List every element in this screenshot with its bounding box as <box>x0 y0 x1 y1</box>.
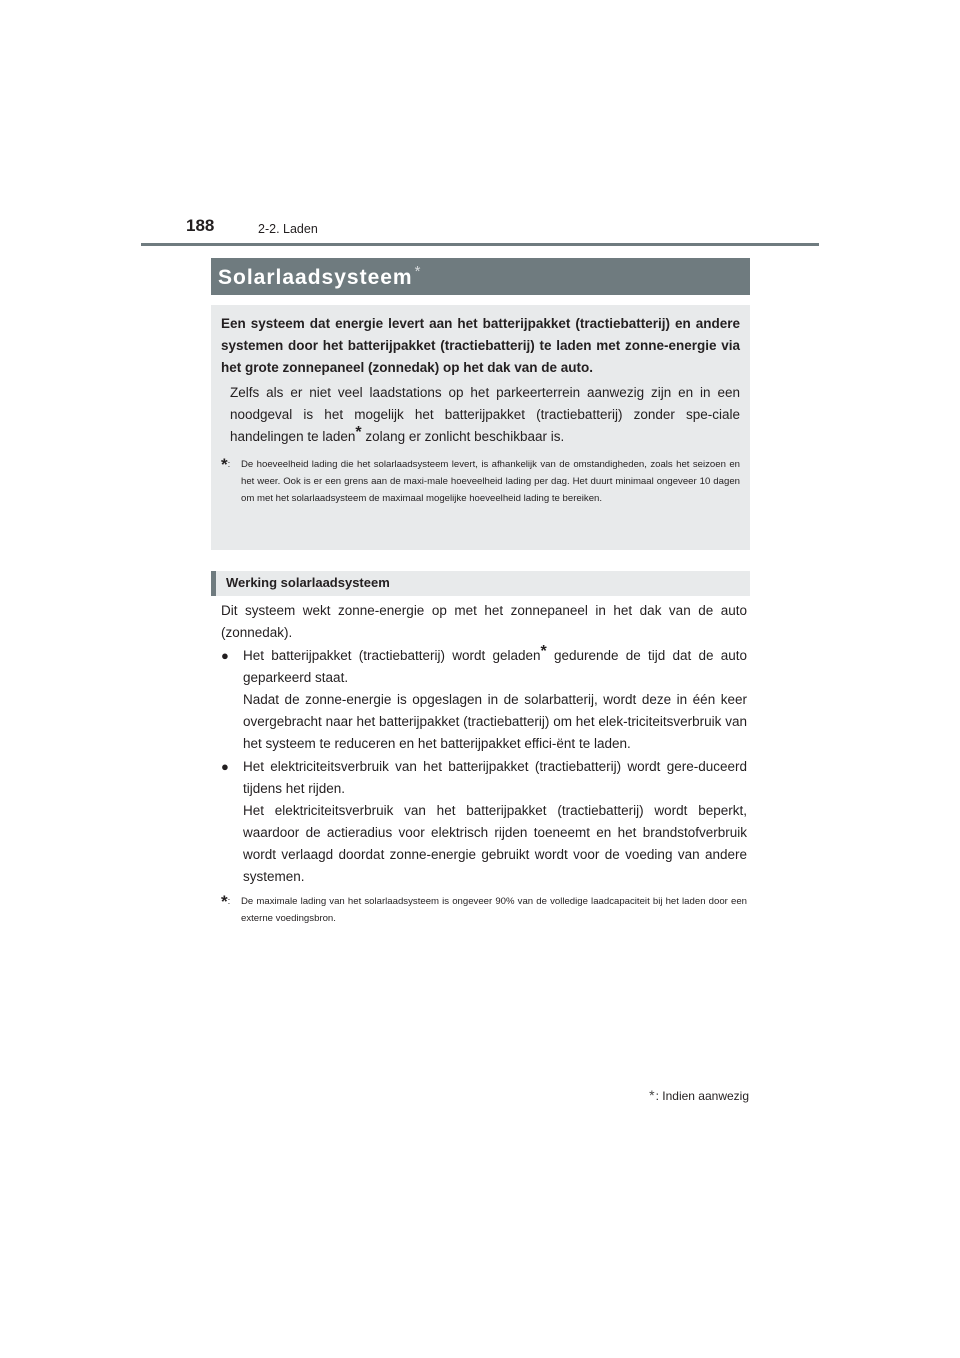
footnote-marker: *: <box>221 455 231 474</box>
bullet-icon: ● <box>221 648 229 663</box>
section-content <box>221 600 747 927</box>
section-title-bar <box>211 258 750 295</box>
intro-box <box>211 305 750 550</box>
subsection-title: Werking solarlaadsysteem <box>226 575 390 590</box>
page-title <box>218 263 421 290</box>
footnote-ref-icon: * <box>540 643 547 660</box>
intro-summary: Een systeem dat energie levert aan het batterijpakket (tractiebatterij) en andere systemen door het batterijpakket (tractiebatterij) te laden met zonne-energie via het grote zonnepaneel (zonnedak) op het dak van de auto. <box>221 316 740 375</box>
footnote-marker: *: <box>221 892 231 911</box>
intro-footnote-text: De hoeveelheid lading die het solarlaadsysteem levert, is afhankelijk van de omstandigheden, zoals het seizoen en het weer. Ook is er een grens aan de maxi-male hoeveelheid lading per dag. Het duurt minimaal ongeveer 10 dagen om met het solarlaadsysteem de maximaal mogelijke hoeveelheid lading te bereiken. <box>241 459 740 504</box>
bullet-icon: ● <box>221 759 229 774</box>
chapter-title: 2-2. Laden <box>258 222 318 236</box>
asterisk-icon: * <box>649 1087 655 1103</box>
subsection-header <box>211 571 750 596</box>
bullet-text: Het batterijpakket (tractiebatterij) wordt geladen* gedurende de tijd dat de auto geparkeerd staat. <box>243 643 747 685</box>
footnote-ref-icon: * <box>355 424 362 441</box>
list-item <box>221 645 747 755</box>
section-intro: Dit systeem wekt zonne-energie op met het zonnepaneel in het dak van de auto (zonnedak). <box>221 603 747 640</box>
intro-footnote <box>221 456 740 507</box>
optional-marker-icon: * <box>414 263 422 280</box>
list-item <box>221 756 747 888</box>
header-rule <box>141 243 819 246</box>
intro-body: Zelfs als er niet veel laadstations op het parkeerterrein aanwezig zijn en in een noodgeval is het mogelijk het batterijpakket (tractiebatterij) zonder spe-ciale handelingen te laden* zolang er zonlicht beschikbaar is. <box>230 385 740 444</box>
page-number: 188 <box>186 216 215 235</box>
availability-note: *: Indien aanwezig <box>649 1087 749 1103</box>
bullet-text: Het elektriciteitsverbruik van het batterijpakket (tractiebatterij) wordt gere-duceerd tijdens het rijden. <box>243 759 747 796</box>
section-footnote <box>221 893 747 927</box>
section-footnote-text: De maximale lading van het solarlaadsysteem is ongeveer 90% van de volledige laadcapaciteit bij het laden door een externe voedingsbron. <box>241 896 747 924</box>
page-title-text: Solarlaadsysteem <box>218 266 413 289</box>
bullet-detail: Nadat de zonne-energie is opgeslagen in de solarbatterij, wordt deze in één keer overgebracht naar het batterijpakket (tractiebatterij) om het elek-triciteitsverbruik van het systeem te reduceren en het batterijpakket effici-ënt te laden. <box>243 692 747 751</box>
bullet-detail: Het elektriciteitsverbruik van het batterijpakket (tractiebatterij) wordt beperkt, waardoor de actieradius voor elektrisch rijden toeneemt en het brandstofverbruik wordt verlaagd doordat zonne-energie gebruikt wordt voor de voeding van andere systemen. <box>243 803 747 884</box>
